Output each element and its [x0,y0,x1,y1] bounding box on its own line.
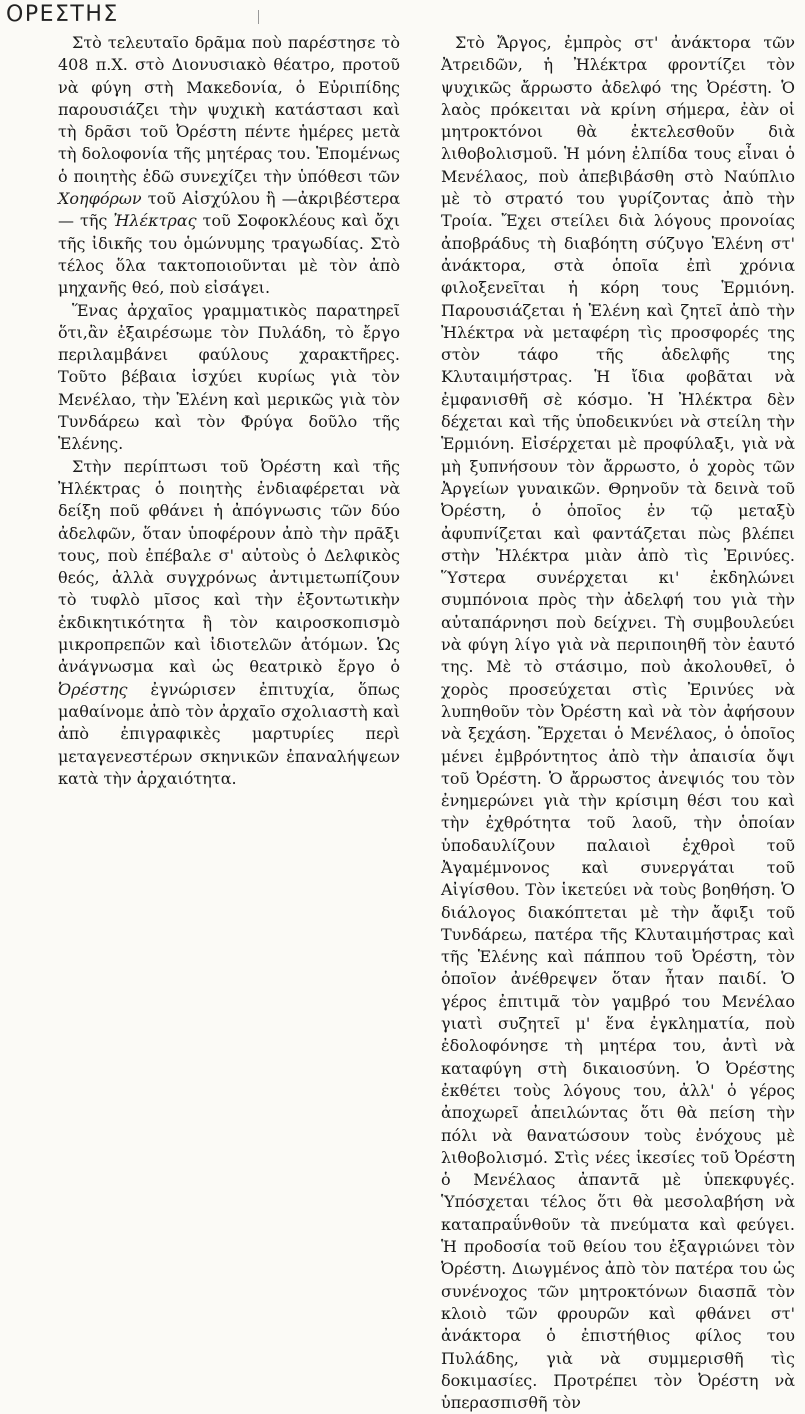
title-orestes: Ὀρέστης [58,679,128,699]
paragraph-text: τοῦ Αἰσχύλου ἢ —ἀκριβέστερα — τῆς [58,189,400,231]
scan-mark [258,10,259,24]
paragraph: Στὸ Ἄργος, ἐμπρὸς στ' ἀνάκτορα τῶν Ἀτρειδῶν, ἡ Ἠλέκτρα φροντίζει τὸν ψυχικῶς ἄρρωστο ἀδελφό της Ὀρέστη. Ὁ λαὸς πρόκειται νὰ κρίνη σήμερα, ἐὰν οἱ μητροκτόνοι θὰ ἐκτελεσθοῦν διὰ λιθοβολισμοῦ. Ἡ μόνη ἐλπίδα τους εἶναι ὁ Μενέλαος, ποὺ ἀπεβιβάσθη στὸ Ναύπλιο μὲ τὸ στρατό του γυρίζοντας ἀπὸ τὴν Τροία. Ἔχει στείλει διὰ λόγους προνοίας ἀποβράδυς τὴ διαβόητη σύζυγο Ἑλένη στ' ἀνάκτορα, στὰ ὁποῖα ἐπὶ χρόνια φιλοξενεῖται ἡ κόρη τους Ἑρμιόνη. Παρουσιάζεται ἡ Ἑλένη καὶ ζητεῖ ἀπὸ τὴν Ἠλέκτρα νὰ μεταφέρη τὶς προσφορές της στὸν τάφο τῆς ἀδελφῆς της Κλυταιμήστρας. Ἡ ἴδια φοβᾶται νὰ ἐμφανισθῆ σὲ κόσμο. Ἡ Ἠλέκτρα δὲν δέχεται καὶ τῆς ὑποδεικνύει νὰ στείλη τὴν Ἑρμιόνη. Εἰσέρχεται μὲ προφύλαξι, γιὰ νὰ μὴ ξυπνήσουν τὸν ἄρρωστο, ὁ χορὸς τῶν Ἀργείων γυναικῶν. Θρηνοῦν τὰ δεινὰ τοῦ Ὀρέστη, ὁ ὁποῖος ἐν τῷ μεταξὺ ἀφυπνίζεται καὶ φαντάζεται πὼς βλέπει στὴν Ἠλέκτρα μιὰν ἀπὸ τὶς Ἐρινύες. Ὕστερα συνέρχεται κι' ἐκδηλώνει συμπόνοια πρὸς τὴν ἀδελφή του γιὰ τὴν αὐταπάρνησι ποὺ δείχνει. Τὴ συμβουλεύει νὰ φύγη λίγο γιὰ νὰ περιποιηθῆ τὸν ἑαυτό της. Μὲ τὸ στάσιμο, ποὺ ἀκολουθεῖ, ὁ χορὸς προσεύχεται στὶς Ἐρινύες νὰ λυπηθοῦν τὸν Ὀρέστη καὶ νὰ τὸν ἀφήσουν νὰ ξεχάση. Ἔρχεται ὁ Μενέλαος, ὁ ὁποῖος μένει ἐμβρόντητος ἀπὸ τὴν ἀπαισία ὄψι τοῦ Ὀρέστη. Ὁ ἄρρωστος ἀνεψιός του τὸν ἐνημερώνει γιὰ τὴν κρίσιμη θέσι του καὶ τὴν ἐχθρότητα τοῦ λαοῦ, τὴν ὁποίαν ὑποδαυλίζουν παλαιοὶ ἐχθροὶ τοῦ Ἀγαμέμνονος καὶ συνεργάται τοῦ Αἰγίσθου. Τὸν ἱκετεύει νὰ τοὺς βοηθήση. Ὁ διάλογος διακόπτεται μὲ τὴν ἄφιξι τοῦ Τυνδάρεω, πατέρα τῆς Κλυταιμήστρας καὶ τῆς Ἑλένης καὶ πάππου τοῦ Ὀρέστη, τὸν ὁποῖον ἀνέθρεψεν ὅταν ἦταν παιδί. Ὁ γέρος ἐπιτιμᾶ τὸν γαμβρό του Μενέλαο γιατὶ συζητεῖ μ' ἕνα ἐγκληματία, ποὺ ἐδολοφόνησε τὴ μητέρα του, ἀντὶ νὰ καταφύγη στὴ δικαιοσύνη. Ὁ Ὀρέστης ἐκθέτει τοὺς λόγους του, ἀλλ' ὁ γέρος ἀποχωρεῖ ἀπειλώντας ὅτι θὰ πείση τὴν πόλι νὰ θανατώσουν τοὺς ἐνόχους μὲ λιθοβολισμό. Στὶς νέες ἱκεσίες τοῦ Ὀρέστη ὁ Μενέλαος ἀπαντᾶ μὲ ὑπεκφυγές. Ὑπόσχεται τέλος ὅτι θὰ μεσολαβήση νὰ καταπραΰνθοῦν τὰ πνεύματα καὶ φεύγει. Ἡ προδοσία τοῦ θείου του ἐξαγριώνει τὸν Ὀρέστη. Διωγμένος ἀπὸ τὸν πατέρα του ὡς συνένοχος τῶν μητροκτόνων διασπᾶ τὸν κλοιὸ τῶν φρουρῶν καὶ φθάνει στ' ἀνάκτορα ὁ ἐπιστήθιος φίλος του Πυλάδης, γιὰ νὰ συμμερισθῆ τὶς δοκιμασίες. Προτρέπει τὸν Ὀρέστη νὰ ὑπερασπισθῆ τὸν [441,33,795,1413]
title-choephori: Χοηφόρων [58,189,142,209]
paragraph-text: Στὸ τελευταῖο δρᾶμα ποὺ παρέστησε τὸ 408 π.Χ. στὸ Διονυσιακὸ θέατρο, προτοῦ νὰ φύγη στὴ Μακεδονία, ὁ Εὐριπίδης παρουσιάζει τὴν ψυχικὴ κατάστασι καὶ τὴ δρᾶσι τοῦ Ὀρέστη πέντε ἡμέρες μετὰ τὴ δολοφονία τῆς μητέρας του. Ἑπομένως ὁ ποιητὴς ἐδῶ συνεχίζει τὴν ὑπόθεσι τῶν [58,33,400,186]
running-title: ΟΡΕΣΤΗΣ [6,2,119,27]
paragraph: Ἕνας ἀρχαῖος γραμματικὸς παρατηρεῖ ὅτι,ἂν ἐξαιρέσωμε τὸν Πυλάδη, τὸ ἔργο περιλαμβάνει φαύλους χαρακτῆρες. Τοῦτο βέβαια ἰσχύει κυρίως γιὰ τὸν Μενέλαο, τὴν Ἑλένη καὶ μερικῶς γιὰ τὸν Τυνδάρεω καὶ τὸν Φρύγα δοῦλο τῆς Ἑλένης. [58,300,400,454]
paragraph [58,32,400,300]
paragraph [58,456,400,790]
paragraph-text: τοῦ Σοφοκλέους καὶ ὄχι τῆς ἰδικῆς του ὁμώνυμης τραγωδίας. Στὸ τέλος ὅλα τακτοποιοῦνται μὲ τὸν ἀπὸ μηχανῆς θεό, ποὺ εἰσάγει. [58,211,400,298]
left-column [58,32,400,790]
right-column [441,32,795,1414]
paragraph-text: ἐγνώρισεν ἐπιτυχία, ὅπως μαθαίνομε ἀπὸ τὸν ἀρχαῖο σχολιαστὴ καὶ ἀπὸ ἐπιγραφικὲς μαρτυρίες περὶ μεταγενεστέρων σκηνικῶν ἐπαναλήψεων κατὰ τὴν ἀρχαιότητα. [58,679,400,788]
paragraph-text: Στὴν περίπτωσι τοῦ Ὀρέστη καὶ τῆς Ἠλέκτρας ὁ ποιητὴς ἐνδιαφέρεται νὰ δείξη ποῦ φθάνει ἡ ἀπόγνωσις τῶν δύο ἀδελφῶν, ὅταν ὑποφέρουν ἀπὸ τὴν πρᾶξι τους, ποὺ ἐπέβαλε σ' αὐτοὺς ὁ Δελφικὸς θεός, ἀλλὰ συγχρόνως ἀντιμετωπίζουν τὸ τυφλὸ μῖσος καὶ τὴν ἐξοντωτικὴν ἐκδικητικότητα ἢ τὸν καιροσκοπισμὸ μικροπρεπῶν καὶ ἰδιοτελῶν ἀτόμων. Ὡς ἀνάγνωσμα καὶ ὡς θεατρικὸ ἔργο ὁ [58,456,400,677]
title-electra: Ἠλέκτρας [113,211,197,231]
